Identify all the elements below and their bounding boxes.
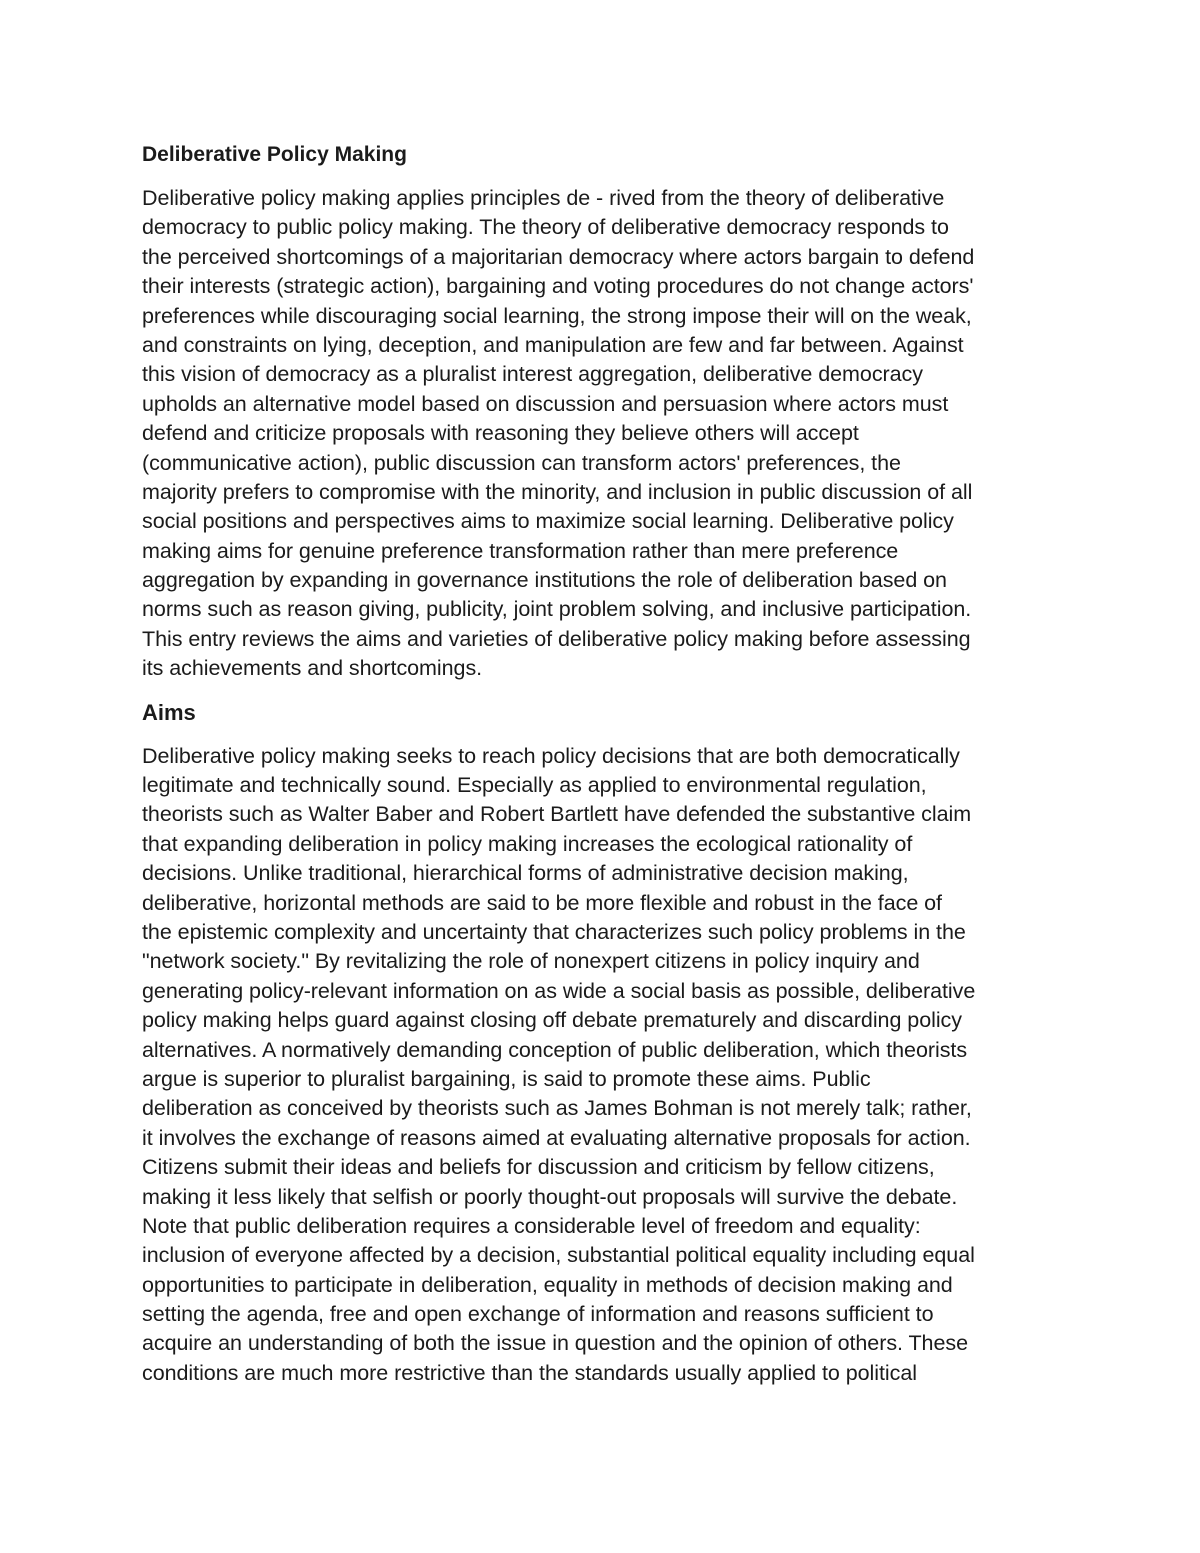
text-line: defend and criticize proposals with reasoning they believe others will accept bbox=[142, 421, 859, 446]
text-line: the perceived shortcomings of a majoritarian democracy where actors bargain to defend bbox=[142, 244, 975, 269]
text-line: Deliberative policy making seeks to reach policy decisions that are both democratically bbox=[142, 743, 960, 768]
text-line: legitimate and technically sound. Especially as applied to environmental regulation, bbox=[142, 773, 927, 798]
text-line: conditions are much more restrictive than the standards usually applied to political bbox=[142, 1360, 917, 1385]
text-line: setting the agenda, free and open exchange of information and reasons sufficient to bbox=[142, 1302, 934, 1327]
text-line: Deliberative policy making applies principles de - rived from the theory of deliberative bbox=[142, 186, 945, 210]
text-line: upholds an alternative model based on discussion and persuasion where actors must bbox=[142, 391, 949, 416]
text-line: "network society." By revitalizing the role of nonexpert citizens in policy inquiry and bbox=[142, 949, 920, 974]
text-line: and constraints on lying, deception, and manipulation are few and far between. Against bbox=[142, 332, 964, 357]
text-line: preferences while discouraging social learning, the strong impose their will on the weak, bbox=[142, 303, 972, 328]
section-heading-deliberative-policy-making: Deliberative Policy Making bbox=[142, 143, 407, 166]
text-line: inclusion of everyone affected by a decision, substantial political equality including equal bbox=[142, 1243, 975, 1268]
text-line: opportunities to participate in deliberation, equality in methods of decision making and bbox=[142, 1272, 953, 1297]
text-line: This entry reviews the aims and varieties of deliberative policy making before assessing bbox=[142, 626, 971, 651]
text-line: their interests (strategic action), bargaining and voting procedures do not change actors' bbox=[142, 274, 974, 299]
text-line: making aims for genuine preference transformation rather than mere preference bbox=[142, 538, 899, 563]
text-line: making it less likely that selfish or poorly thought-out proposals will survive the debate. bbox=[142, 1184, 958, 1209]
text-line: the epistemic complexity and uncertainty that characterizes such policy problems in the bbox=[142, 919, 966, 944]
text-line: Citizens submit their ideas and beliefs for discussion and criticism by fellow citizens, bbox=[142, 1155, 935, 1180]
text-line: (communicative action), public discussion can transform actors' preferences, the bbox=[142, 450, 901, 475]
text-line: it involves the exchange of reasons aimed at evaluating alternative proposals for action. bbox=[142, 1125, 971, 1150]
text-line: norms such as reason giving, publicity, joint problem solving, and inclusive participation. bbox=[142, 597, 972, 622]
text-line: alternatives. A normatively demanding conception of public deliberation, which theorists bbox=[142, 1037, 968, 1062]
text-line: this vision of democracy as a pluralist interest aggregation, deliberative democracy bbox=[142, 362, 923, 387]
text-line: its achievements and shortcomings. bbox=[142, 656, 483, 681]
text-line: theorists such as Walter Baber and Robert Bartlett have defended the substantive claim bbox=[142, 802, 972, 827]
text-line: policy making helps guard against closing off debate prematurely and discarding policy bbox=[142, 1008, 962, 1033]
text-line: decisions. Unlike traditional, hierarchical forms of administrative decision making, bbox=[142, 861, 909, 886]
text-line: that expanding deliberation in policy making increases the ecological rationality of bbox=[142, 831, 913, 856]
paragraph-aims bbox=[142, 742, 1082, 1389]
text-line: majority prefers to compromise with the minority, and inclusion in public discussion of all bbox=[142, 479, 973, 504]
text-line: aggregation by expanding in governance institutions the role of deliberation based on bbox=[142, 568, 947, 593]
text-line: acquire an understanding of both the issue in question and the opinion of others. These bbox=[142, 1331, 968, 1356]
paragraph-introduction bbox=[142, 184, 1082, 684]
text-line: generating policy-relevant information on as wide a social basis as possible, deliberative bbox=[142, 978, 976, 1003]
text-line: democracy to public policy making. The theory of deliberative democracy responds to bbox=[142, 215, 949, 240]
text-line: deliberative, horizontal methods are said to be more flexible and robust in the face of bbox=[142, 890, 942, 915]
text-line: Note that public deliberation requires a considerable level of freedom and equality: bbox=[142, 1213, 921, 1238]
text-line: argue is superior to pluralist bargaining, is said to promote these aims. Public bbox=[142, 1066, 871, 1091]
text-line: social positions and perspectives aims to maximize social learning. Deliberative policy bbox=[142, 509, 954, 534]
document-body bbox=[142, 140, 1082, 1388]
text-line: deliberation as conceived by theorists such as James Bohman is not merely talk; rather, bbox=[142, 1096, 972, 1121]
section-heading-aims: Aims bbox=[142, 699, 196, 725]
